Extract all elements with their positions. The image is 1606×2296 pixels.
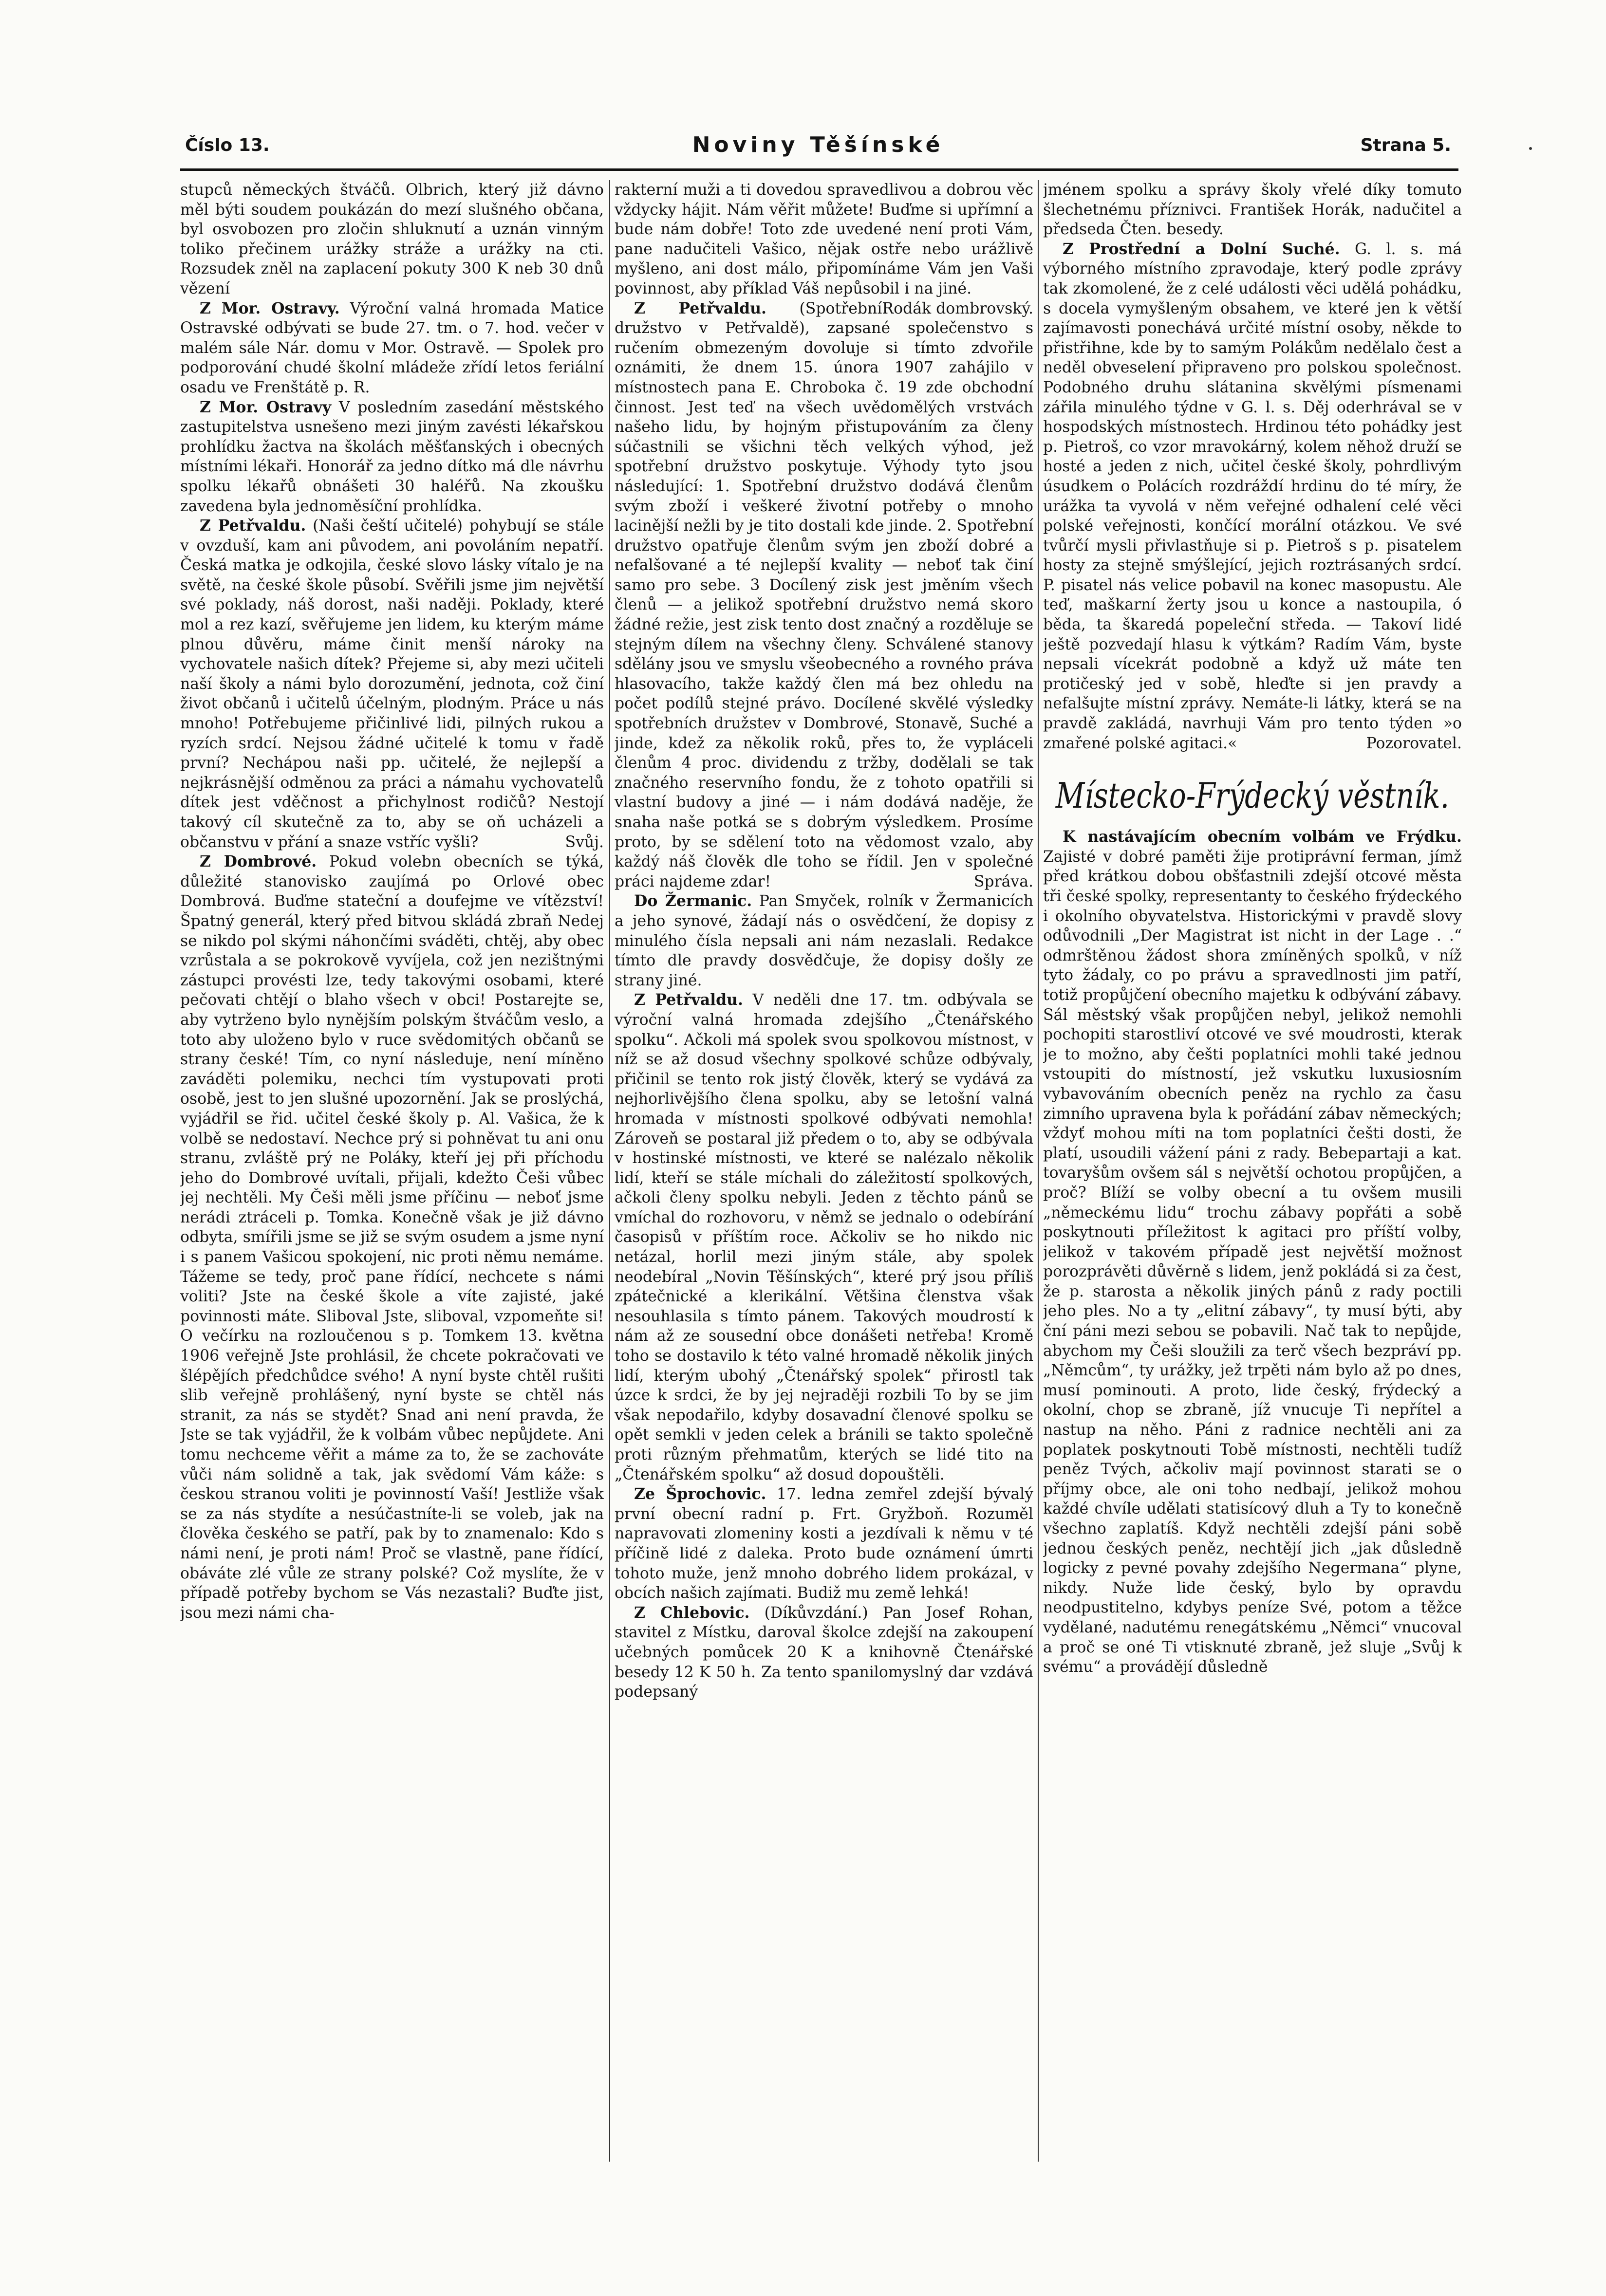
- article-signature: Rodák dombrovský.: [882, 299, 1033, 317]
- column-2: [615, 180, 1033, 2166]
- article-body: (Naši čeští učitelé) pohybují se stále v ovzduší, kam ani původem, ani povoláním nepatří. Česká matka je odkojila, české slovo lásky vítalo je na světě, na české škole působí. Svěřili jsme jim největší své poklady, náš dorost, naši naději. Poklady, které mol a rez kazí, svěřujeme jen lidem, ku kterým máme plnou důvěru, máme činit menší nároky na vychovatele našich dítek? Přejeme si, aby mezi učiteli naší školy a námi bylo dorozumění, jednota, což činí život občanů i učitelů účelným, plodným. Práce u nás mnoho! Potřebujeme přičinlivé lidi, pilných rukou a ryzích srdcí. Nejsou žádné učitelé k tomu v řadě první? Nechápou naši pp. učitelé, že nejlepší a nejkrásnější odměnou za práci a námahu vychovatelů dítek jest vděčnost a přichylnost rodičů? Nestojí takový cíl skutečně za to, aby se oň ucházeli a občanstvu v přání a snaze vstříc vyšli?: [180, 517, 604, 851]
- article-heading: K nastávajícím obecním volbám ve Frýdku.: [1063, 828, 1462, 846]
- article-heading: Z Dombrové.: [200, 852, 317, 871]
- newspaper-title: Noviny Těšínské: [692, 132, 944, 157]
- article-body: Zajisté v dobré paměti žije protiprávní ferman, jímž před krátkou dobou obšťastnili zdejší otcové města tři české spolky, representanty to českého frýdeckého i okolního obyvatelstva. Historickými v pravdě slovy odůvodnili „Der Magistrat ist nicht in der Lage . .“ odmrštěnou žádost shora zmíněných spolků, v níž tyto žádaly, co po právu a spravedlnosti jim patří, totiž propůjčení obecního majetku k odbývání zábavy. Sál městský však propůjčen nebyl, jelikož nemohli pochopiti starostliví otcové ve své moudrosti, kterak je to možno, aby češti poplatníci mohli také jednou vstoupiti do místností, jež vskutku luxusiosním vybavováním obecních peněz na rychlo za času zimního upravena byla k pořádání zábav německých; vždyť mohou míti na tom poplatníci češti dosti, že platí, usoudili vážení páni z rady. Bebepartaji a kat. tovaryšům ovšem sál s největší ochotou propůjčen, a proč? Blíží se volby obecní a tu ovšem musili „německému lidu“ trochu zábavy popřáti a sobě poskytnouti příležitost k agitaci pro příští volby, jelikož v takovém případě jest největší možnost porozprávěti důvěrně s lidem, jenž pokládá si za čest, že p. starosta a několik jiných pánů z rady poctili jeho ples. No a ty „elitní zábavy“, ty musí býti, aby ční páni mezi sebou se pobavili. Nač tak to nepůjde, abychom my Češi sloužili za terč všech bezpráví pp. „Němcům“, ty urážky, jež trpěti nám bylo až po dnes, musí pominouti. A proto, lide český, frýdecký a okolní, chop se zbraně, jíž vnucuje Ti nepřítel a nastup na něho. Páni z radnice nechtěli ani za poplatek poskytnouti Tobě místnosti, nechtěli tudíž peněz Tvých, ačkoliv mají povinnost starati se o příjmy obce, ale oni toho nedbají, jelikož mohou každé chvíle udělati statisícový dluh a Ty to konečně všechno zaplatíš. Když nechtěli zdejší páni sobě jednou českých peněz, nechtějí jich „jak důsledně logicky z pevné povahy zdejšího Negermana“ plyne, nikdy. Nuže lide český, bylo by opravdu neodpustitelno, kdybys peníze Své, potom a těžce vydělané, nadutému renegátskému „Němci“ vnucoval a proč se oné Ti vtisknuté zbraně, jež sluje „Svůj k svému“ a provádějí důsledně: [1043, 848, 1462, 1676]
- article-continuation: stupců německých štváčů. Olbrich, který již dávno měl býti soudem poukázán do mezí slušného občana, byl osvobozen pro zločin shluknutí a uznán vinným toliko přečinem urážky stráže a urážky na cti. Rozsudek zněl na zaplacení pokuty 300 K neb 30 dnů vězení: [180, 181, 604, 297]
- article-heading: Z Petřvaldu.: [634, 299, 767, 317]
- article-body: G. l. s. má výborného místního zpravodaje, který podle zprávy tak zkomolené, že z celé události věci udělá pohádku, s docela vymyšleným obsahem, ve které jen k větší zajímavosti ponechává určité místní osoby, někde to přistřihne, kde by to samým Polákům nedělalo čest a neděl obveselení připraveno pro polskou společnost. Podobného druhu slátanina skvělými písmenami zářila minulého týdne v G. l. s. Děj oderhrával se v hospodských místnostech. Hrdinou této pohádky jest p. Pietroš, co vzor mravokárný, kolem něhož druží se hosté a jeden z nich, učitel české školy, pohrdlivým úsudkem o Polácích rozdráždí hrdinu do té míry, že urážka ta vyvolá v něm veřejné odhalení celé věci polské veřejnosti, končící morální otázkou. Ve své tvůrčí mysli přivlastňuje si p. Pietroš s p. pisatelem hosty za stejně smýšlející, jejich roztrásaných srdcí. P. pisatel nás velice pobavil na konec masopustu. Ale teď, maškarní žerty jsou u konce a nastoupila, ó běda, ta škaredá popeleční středa. — Takoví lidé ještě pozvedají hlasu k výtkám? Radím Vám, byste nepsali vícekrát podobně a když už máte ten protičeský jed v sobě, hleďte si jen pravdy a nefalšujte místní zprávy. Nemáte-li látky, která se na pravdě zakládá, navrhuji Vám pro tento týden »o zmařené polské agitaci.«: [1043, 240, 1462, 752]
- column-3: [1043, 180, 1462, 2166]
- article-frydek-volby: [1043, 827, 1462, 1677]
- column-divider-2: [1038, 180, 1039, 2162]
- article-signature: Svůj.: [565, 833, 604, 851]
- article-body: Pan Smyček, rolník v Žermanicích a jeho synové, žádají nás o osvědčení, že dopisy z minulého čísla nepsali ani nám nezaslali. Redakce tímto dle pravdy dosvědčuje, že dopisy došly ze strany jiné.: [615, 892, 1033, 989]
- article-signature: Správa.: [973, 872, 1033, 890]
- page-header: [185, 132, 1451, 162]
- article-chlebovice: [615, 1603, 1033, 1702]
- article-heading: Z Mor. Ostravy: [200, 398, 332, 416]
- article-mor-ostravy-2: [180, 398, 604, 517]
- article-body: V neděli dne 17. tm. odbývala se výroční valná hromada zdejšího „Čtenářského spolku“. Ačkoli má spolek svou spolkovou místnost, v níž se až dosud všechny spolkové schůze odbývaly, přičinil se tento rok jistý člověk, který se vydává za nejhorlivějšího člena spolku, aby se letošní valná hromada v místnosti spolkové odbývati nemohla! Zároveň se postaral již předem o to, aby se odbývala v hostinské místnosti, ve které se nalézalo několik lidí, kteří se stále míchali do záležitostí spolkových, ačkoli členy spolku nebyli. Jeden z těchto pánů se vmíchal do rozhovoru, v němž se jednalo o odebírání časopisů v příštím roce. Ačkoliv se ho nikdo nic netázal, horlil mezi jiným stále, aby spolek neodebíral „Novin Těšínských“, které prý jsou příliš zpátečnické a klerikální. Většina členstva však nesouhlasila s tímto pánem. Takových moudrostí k nám až ze sousední obce donášeti netřeba! Kromě toho se dostavilo k této valné hromadě několik jiných lidí, kterým ubohý „Čtenářský spolek“ přirostl tak úzce k srdci, že by jej nejraději rozbili To by se jim však nepodařilo, kdyby dosavadní členové spolku se opět semkli v jeden celek a bránili se takto společně proti různým přehmatům, kterých se lidé tito na „Čtenářském spolku“ až dosud dopouštěli.: [615, 991, 1033, 1483]
- column-1: [180, 180, 604, 2166]
- article-continuation: jménem spolku a správy školy vřelé díky tomuto šlechetnému příznivci. František Horák, nadučitel a předseda Čten. besedy.: [1043, 181, 1462, 239]
- article-body: Výroční valná hromada Matice Ostravské odbývati se bude 27. tm. o 7. hod. večer v malém sále Nár. domu v Mor. Ostravě. — Spolek pro podporování chudé školní mládeže zřídí letos feriální osadu ve Frenštátě p. R.: [180, 299, 604, 396]
- issue-number: Číslo 13.: [185, 135, 270, 155]
- column-divider-1: [609, 180, 610, 2162]
- article-heading: Do Žermanic.: [634, 892, 752, 910]
- article-heading: Z Petřvaldu.: [634, 991, 744, 1009]
- article-heading: Z Petřvaldu.: [200, 517, 306, 535]
- article-heading: Z Chlebovic.: [634, 1603, 750, 1622]
- article-body: 17. ledna zemřel zdejší bývalý první obecní radní p. Frt. Gryžboň. Rozuměl napravovati zlomeniny kosti a jezdívali k němu v té příčině lidé z daleka. Proto bude oznámení úmrti tohoto muže, jenž mnoho dobrého lidem prokázal, v obcích našich zajímati. Budiž mu země lehká!: [615, 1485, 1033, 1602]
- article-signature: Pozorovatel.: [1366, 734, 1462, 752]
- article-petrvald-druzstvo: [615, 299, 1033, 892]
- article-mor-ostravy-1: [180, 299, 604, 398]
- article-heading: Ze Šprochovic.: [634, 1485, 766, 1503]
- article-suche: [1043, 240, 1462, 753]
- article-petrvald-spolek: [615, 990, 1033, 1484]
- article-petrvald-ucitele: [180, 516, 604, 852]
- article-body: V posledním zasedání městského zastupitelstva usnešeno mezi jiným zavésti lékařskou prohlídku žactva na školách měšťanských i obecných místními lékaři. Honorář za jedno dítko má dle návrhu spolku lékařů obnášeti 30 haléřů. Na zkoušku zavedena byla jednoměsíční prohlídka.: [180, 398, 604, 515]
- section-title: Místecko-Frýdecký věstník.: [1055, 775, 1450, 816]
- article-heading: Z Prostřední a Dolní Suché.: [1063, 240, 1340, 258]
- header-rule: [180, 168, 1458, 171]
- article-zermanice: [615, 891, 1033, 990]
- article-body: (Díkůvzdání.) Pan Josef Rohan, stavitel z Místku, daroval školce zdejší na zakoupení učebných pomůcek 20 K a knihovně Čtenářské besedy 12 K 50 h. Za tento spanilomyslný dar vzdává podepsaný: [615, 1604, 1033, 1701]
- article-sprochovice: [615, 1484, 1033, 1603]
- article-heading: Z Mor. Ostravy.: [200, 299, 340, 317]
- article-dombrova: [180, 852, 604, 1623]
- article-body: rakterní muži a ti dovedou spravedlivou a dobrou věc vždycky hájit. Nám věřit můžete! Buďme si upřímní a bude nám dobře! Toto zde uvedené není proti Vám, pane nadučiteli Vašico, nějak ostře nebo urážlivě myšleno, ani dost málo, připomínáme Vám jen Vaši povinnost, aby příklad Váš nepůsobil i na jiné.: [615, 181, 1033, 297]
- article-body: (Spotřební družstvo v Petřvaldě), zapsané společenstvo s ručením obmezeným dovoluje si tímto zdvořile oznámiti, že dnem 15. února 1907 zahájilo v místnostech pana E. Chroboka č. 19 zde obchodní činnost. Jest teď na všech uvědomělých vrstvách našeho lidu, by hojným přistupováním za členy súčastnili se všichni těch velkých výhod, jež spotřební družstvo poskytuje. Výhody tyto jsou následující: 1. Spotřební družstvo dodává členům svým zboží i veškeré životní potřeby o mnoho lacinější nežli by je tito dostali kde jinde. 2. Spotřební družstvo opatřuje členům svým jen zboží dobré a nefalšované a té nejlepší kvality — neboť tak činí samo pro sebe. 3 Docílený zisk jest jměním všech členů — a jelikož spotřební družstvo nemá skoro žádné režie, jest zisk tento dost značný a rozděluje se stejným dílem na všechny členy. Schválené stanovy sdělány jsou ve smyslu všeobecného a rovného práva hlasovacího, takže každý člen má bez ohledu na počet podílů stejné právo. Docílené skvělé výsledky spotřebních družstev v Dombrové, Stonavě, Suché a jinde, kdež za několik roků, přes to, že vypláceli členům 4 proc. dividendu z tržby, dodělali se tak značného reservního fondu, že z tohoto opatřili si vlastní budovy a jiné — i nám dodává naděje, že snaha naše potká se s dobrým výsledkem. Prosíme proto, by se sdělení toto na vědomost vzalo, aby každý náš člověk dle toho se řídil. Jen v společné práci najdeme zdar!: [615, 299, 1033, 890]
- article-body: Pokud volebn obecních se týká, důležité stanovisko zaujímá po Orlové obec Dombrová. Buďme stateční a doufejme ve vítězství! Špatný generál, který před bitvou skládá zbraň Nedej se nikdo pol skými náhončími sváděti, chtěj, aby obec vzrůstala a se pokrokově vyvíjela, což jen nezištnými zástupci provésti lze, tedy takovými osobami, které pečovati chtějí o blaho všech v obci! Postarejte se, aby vytrženo bylo nynějším polským štváčům veslo, a toto aby uloženo bylo v ruce svědomitých občanů se strany české! Tím, co nyní následuje, není míněno zaváděti polemiku, nechci tím vystupovati proti osobě, jest to jen slušné upozornění. Jak se proslýchá, vyjádřil se řid. učitel české školy p. Al. Vašica, že k volbě se nedostaví. Nechce prý si pohněvat tu ani onu stranu, zvláště prý ne Poláky, kteří jej při příchodu jeho do Dombrové uvítali, přijali, kdežto Češi vůbec jej nechtěli. My Češi měli jsme příčinu — neboť jsme nerádi ztráceli p. Tomka. Konečně však je již dávno odbyta, smířili jsme se již se svým osudem a jsme nyní i s panem Vašicou spokojení, nic proti němu nemáme. Tážeme se tedy, proč pane řídící, nechcete s námi voliti? Jste na české škole a víte zajisté, jaké povinnosti máte. Sliboval Jste, sliboval, vzpomeňte si! O večírku na rozloučenou s p. Tomkem 13. května 1906 veřejně Jste prohlásil, že chcete pokračovati ve šlépějích předchůdce svého! A nyní byste chtěl rušiti slib veřejně prohlášený, nyní byste se chtěl nás stranit, za nás se stydět? Snad ani není pravda, že Jste se tak vyjádřil, že k volbám vůbec nepůjdete. Ani tomu nechceme věřit a máme za to, že se zachováte vůči nám solidně a tak, jak svědomí Vám káže: s českou stranou voliti je povinností Vaší! Jestliže však se za nás stydíte a nesúčastníte-li se voleb, jak na člověka českého se patří, pak by to znamenalo: Kdo s námi není, je proti nám! Proč se vlastně, pane řídící, obáváte zlé vůle ze strany polské? Což myslíte, že v případě potřeby bychom se Vás nezastali? Buďte jist, jsou mezi námi cha-: [180, 853, 604, 1622]
- page-number: Strana 5.: [1360, 135, 1451, 155]
- margin-dot: [1529, 147, 1532, 150]
